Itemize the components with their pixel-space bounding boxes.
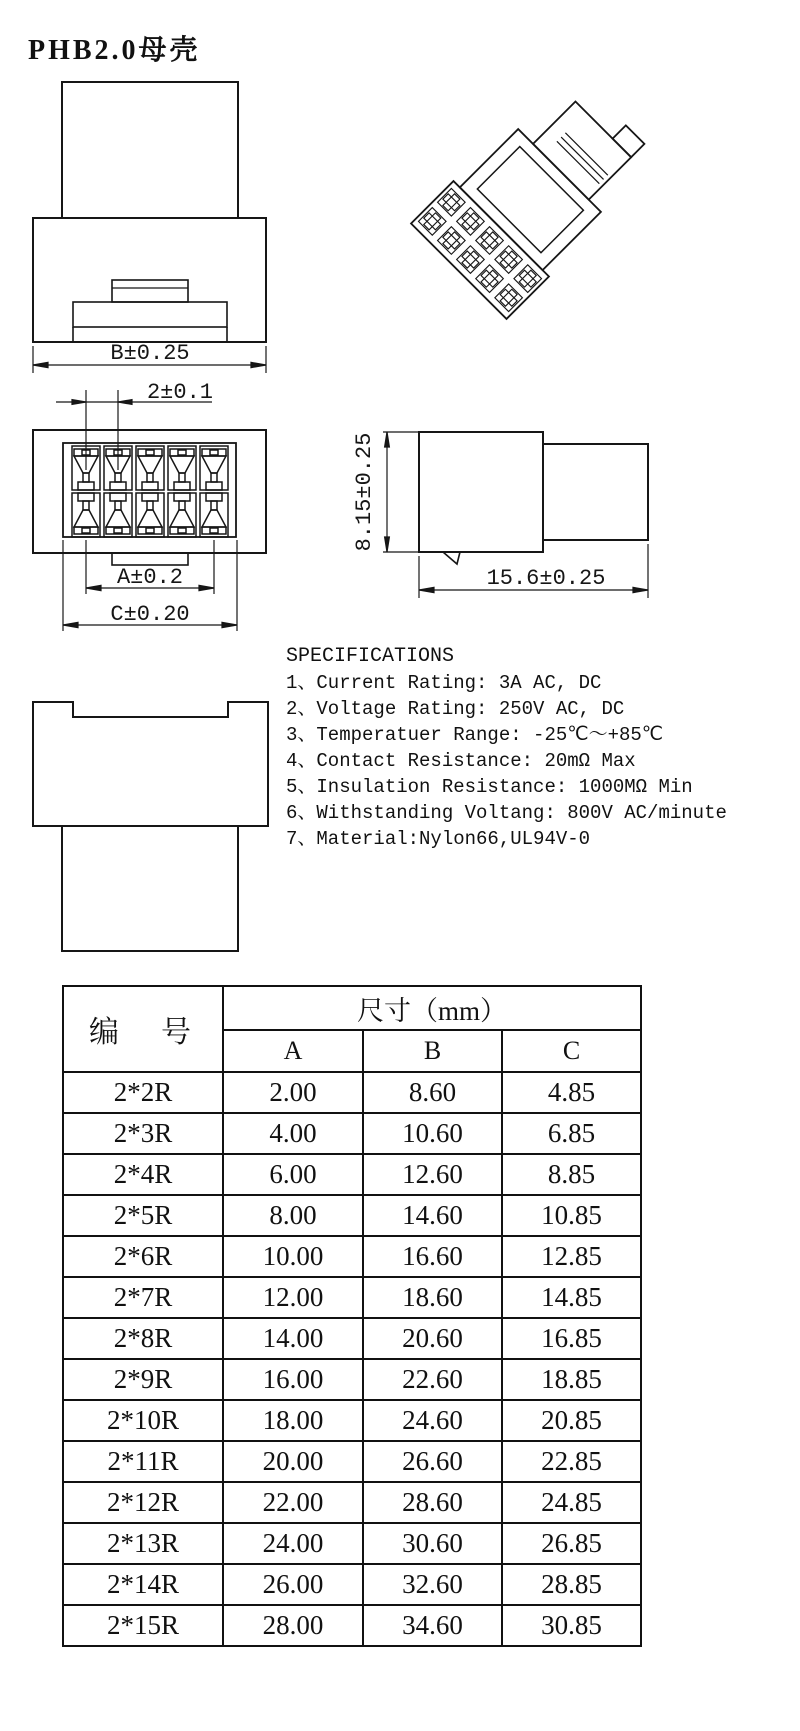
cell-part-number: 2*10R bbox=[63, 1400, 223, 1441]
front-view-drawing bbox=[20, 70, 280, 380]
cell-dimension: 20.60 bbox=[363, 1318, 502, 1359]
cell-dimension: 16.60 bbox=[363, 1236, 502, 1277]
specifications-block bbox=[286, 644, 786, 852]
cell-dimension: 24.85 bbox=[502, 1482, 641, 1523]
cell-part-number: 2*3R bbox=[63, 1113, 223, 1154]
dimension-height bbox=[383, 432, 419, 552]
cell-dimension: 12.85 bbox=[502, 1236, 641, 1277]
spec-item: 2、Voltage Rating: 250V AC, DC bbox=[286, 698, 625, 720]
size-table-wrap bbox=[62, 985, 642, 1647]
cell-dimension: 16.85 bbox=[502, 1318, 641, 1359]
cell-dimension: 26.60 bbox=[363, 1441, 502, 1482]
cell-part-number: 2*11R bbox=[63, 1441, 223, 1482]
cell-dimension: 12.00 bbox=[223, 1277, 363, 1318]
cell-part-number: 2*15R bbox=[63, 1605, 223, 1646]
specifications-heading: SPECIFICATIONS bbox=[286, 645, 455, 668]
cell-dimension: 8.60 bbox=[363, 1072, 502, 1113]
cell-dimension: 10.60 bbox=[363, 1113, 502, 1154]
table-row bbox=[63, 1441, 641, 1482]
table-row bbox=[63, 1113, 641, 1154]
cell-dimension: 26.00 bbox=[223, 1564, 363, 1605]
header-size-mm: 尺寸（mm） bbox=[223, 986, 641, 1030]
cell-dimension: 22.60 bbox=[363, 1359, 502, 1400]
cell-dimension: 34.60 bbox=[363, 1605, 502, 1646]
cell-part-number: 2*12R bbox=[63, 1482, 223, 1523]
cell-dimension: 28.85 bbox=[502, 1564, 641, 1605]
table-row bbox=[63, 1277, 641, 1318]
cell-dimension: 30.85 bbox=[502, 1605, 641, 1646]
cell-dimension: 8.00 bbox=[223, 1195, 363, 1236]
cell-dimension: 30.60 bbox=[363, 1523, 502, 1564]
spec-item: 4、Contact Resistance: 20mΩ Max bbox=[286, 750, 636, 772]
cell-dimension: 20.85 bbox=[502, 1400, 641, 1441]
cell-dimension: 6.00 bbox=[223, 1154, 363, 1195]
spec-item: 6、Withstanding Voltang: 800V AC/minute bbox=[286, 802, 727, 824]
side-view-drawing bbox=[330, 420, 675, 610]
dim-label-height: 8.15±0.25 bbox=[352, 432, 377, 552]
table-row bbox=[63, 1195, 641, 1236]
cell-dimension: 24.60 bbox=[363, 1400, 502, 1441]
isometric-view-drawing bbox=[330, 60, 680, 405]
header-part-number: 编 号 bbox=[63, 986, 223, 1072]
bottom-view-drawing bbox=[20, 380, 280, 640]
header-col-c: C bbox=[502, 1030, 641, 1072]
cell-dimension: 28.60 bbox=[363, 1482, 502, 1523]
cell-part-number: 2*8R bbox=[63, 1318, 223, 1359]
dim-label-a: A±0.2 bbox=[116, 565, 184, 590]
table-row bbox=[63, 1400, 641, 1441]
cell-dimension: 28.00 bbox=[223, 1605, 363, 1646]
cell-dimension: 16.00 bbox=[223, 1359, 363, 1400]
size-table bbox=[62, 985, 642, 1647]
cell-dimension: 18.00 bbox=[223, 1400, 363, 1441]
cell-part-number: 2*9R bbox=[63, 1359, 223, 1400]
dim-label-width: 15.6±0.25 bbox=[486, 566, 606, 591]
cell-part-number: 2*13R bbox=[63, 1523, 223, 1564]
isometric-body bbox=[411, 67, 663, 319]
cell-dimension: 10.85 bbox=[502, 1195, 641, 1236]
cell-dimension: 32.60 bbox=[363, 1564, 502, 1605]
table-row bbox=[63, 1523, 641, 1564]
top-view-outline bbox=[33, 702, 268, 951]
cell-part-number: 2*7R bbox=[63, 1277, 223, 1318]
table-row bbox=[63, 1482, 641, 1523]
side-view-outline bbox=[419, 432, 648, 564]
cell-dimension: 4.00 bbox=[223, 1113, 363, 1154]
table-row bbox=[63, 1072, 641, 1113]
table-row bbox=[63, 1605, 641, 1646]
spec-item: 3、Temperatuer Range: -25℃～+85℃ bbox=[286, 724, 664, 746]
spec-item: 1、Current Rating: 3A AC, DC bbox=[286, 672, 602, 694]
table-row bbox=[63, 1359, 641, 1400]
cell-dimension: 4.85 bbox=[502, 1072, 641, 1113]
cell-dimension: 22.00 bbox=[223, 1482, 363, 1523]
header-col-a: A bbox=[223, 1030, 363, 1072]
cell-dimension: 8.85 bbox=[502, 1154, 641, 1195]
dim-label-c: C±0.20 bbox=[110, 602, 190, 627]
cell-dimension: 10.00 bbox=[223, 1236, 363, 1277]
cell-dimension: 14.85 bbox=[502, 1277, 641, 1318]
cell-dimension: 2.00 bbox=[223, 1072, 363, 1113]
cell-dimension: 6.85 bbox=[502, 1113, 641, 1154]
page-title: PHB2.0母壳 bbox=[28, 35, 201, 66]
cavity-grid bbox=[72, 446, 228, 537]
spec-item: 7、Material:Nylon66,UL94V-0 bbox=[286, 828, 591, 850]
dim-label-b: B±0.25 bbox=[110, 341, 190, 366]
spec-list bbox=[286, 670, 786, 852]
table-row bbox=[63, 1154, 641, 1195]
front-view-outline bbox=[33, 82, 266, 342]
spec-item: 5、Insulation Resistance: 1000MΩ Min bbox=[286, 776, 693, 798]
cell-dimension: 22.85 bbox=[502, 1441, 641, 1482]
size-table-body bbox=[63, 1072, 641, 1646]
cell-part-number: 2*4R bbox=[63, 1154, 223, 1195]
table-row bbox=[63, 1236, 641, 1277]
cell-dimension: 26.85 bbox=[502, 1523, 641, 1564]
cell-part-number: 2*5R bbox=[63, 1195, 223, 1236]
cell-dimension: 18.60 bbox=[363, 1277, 502, 1318]
cell-dimension: 18.85 bbox=[502, 1359, 641, 1400]
top-view-drawing bbox=[20, 690, 280, 960]
cell-part-number: 2*6R bbox=[63, 1236, 223, 1277]
cell-dimension: 12.60 bbox=[363, 1154, 502, 1195]
cell-dimension: 14.60 bbox=[363, 1195, 502, 1236]
header-col-b: B bbox=[363, 1030, 502, 1072]
table-row bbox=[63, 1318, 641, 1359]
cell-dimension: 24.00 bbox=[223, 1523, 363, 1564]
cell-part-number: 2*2R bbox=[63, 1072, 223, 1113]
cell-dimension: 20.00 bbox=[223, 1441, 363, 1482]
cell-part-number: 2*14R bbox=[63, 1564, 223, 1605]
dim-label-pitch: 2±0.1 bbox=[146, 380, 214, 405]
cell-dimension: 14.00 bbox=[223, 1318, 363, 1359]
table-row bbox=[63, 1564, 641, 1605]
